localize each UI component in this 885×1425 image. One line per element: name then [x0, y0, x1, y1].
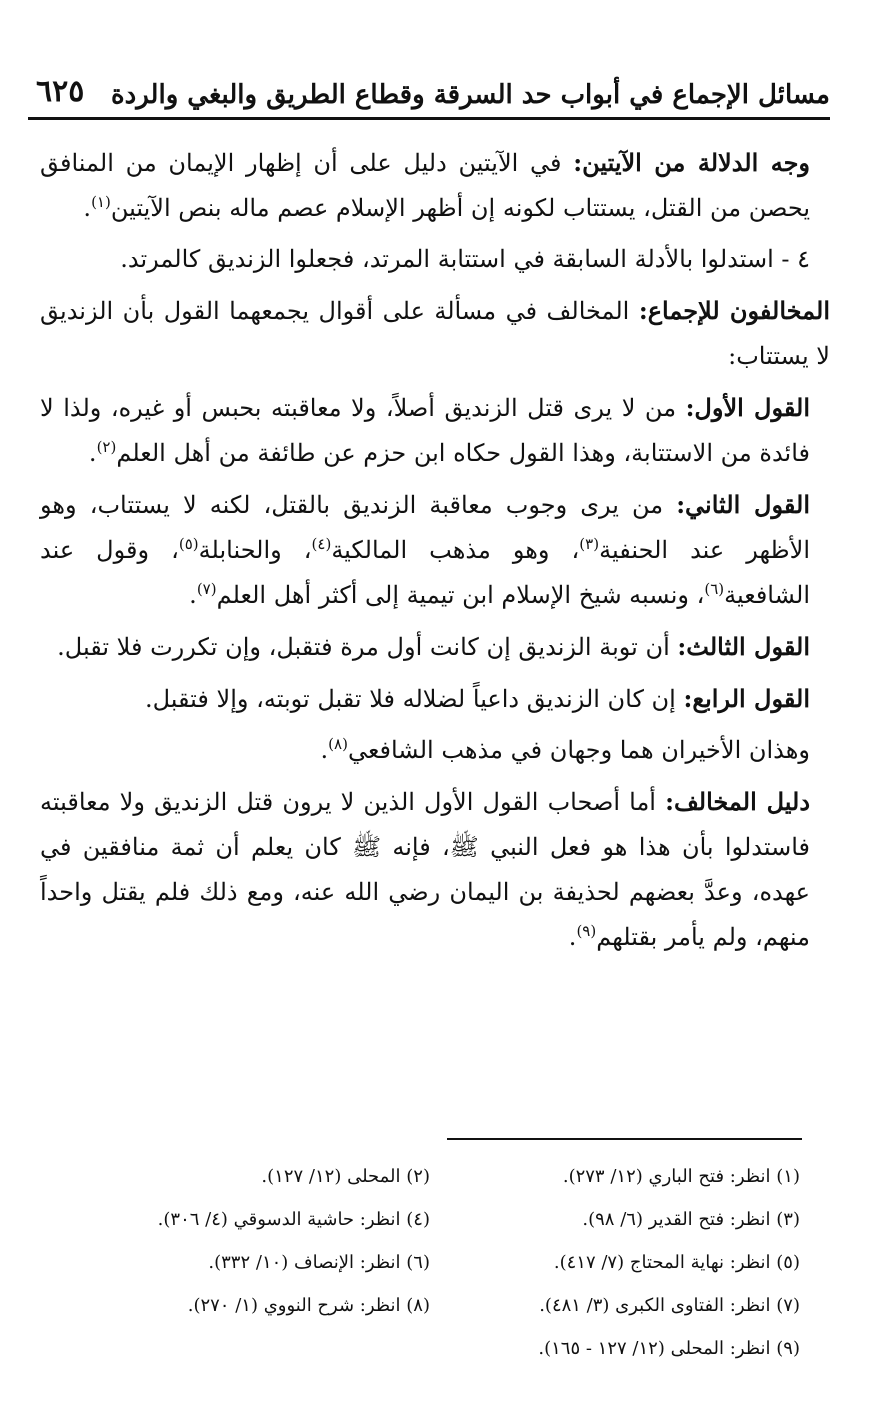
- footnote-ref: (٦): [704, 580, 725, 598]
- paragraph-text: وهذان الأخيران هما وجهان في مذهب الشافعي: [347, 736, 810, 764]
- footnotes-column-right: [410, 1155, 800, 1370]
- paragraph-evidence: [40, 140, 810, 231]
- footnote-3: (٣) انظر: فتح القدير (٦/ ٩٨).: [582, 1209, 800, 1230]
- paragraph-end: .: [568, 923, 577, 951]
- paragraph-fourth-opinion: [40, 676, 810, 722]
- footnote-6: (٦) انظر: الإنصاف (١٠/ ٣٣٢).: [208, 1252, 430, 1273]
- paragraph-end: .: [83, 194, 92, 222]
- paragraph-text: ، ونسبه شيخ الإسلام ابن تيمية إلى أكثر أهل العلم: [216, 581, 705, 609]
- footnote-rule: [447, 1138, 802, 1140]
- paragraph-text: من لا يرى قتل الزنديق أصلاً، ولا معاقبته بحبس أو غيره، ولذا لا فائدة من الاستتابة، وهذا القول حكاه ابن حزم عن طائفة من أهل العلم: [40, 394, 810, 467]
- paragraph-end: .: [320, 736, 329, 764]
- footnote-5: (٥) انظر: نهاية المحتاج (٧/ ٤١٧).: [553, 1252, 800, 1273]
- paragraph-text: ، والحنابلة: [198, 536, 312, 564]
- paragraph-text: ، وهو مذهب المالكية: [331, 536, 580, 564]
- paragraph-text: من يرى وجوب معاقبة الزنديق بالقتل، لكنه لا يستتاب، وهو الأظهر عند الحنفية: [40, 491, 811, 564]
- paragraph-dissenters: [40, 288, 830, 379]
- paragraph-heading: دليل المخالف:: [665, 787, 811, 816]
- paragraph-text: إن كان الزنديق داعياً لضلاله فلا تقبل توبته، وإلا فتقبل.: [144, 685, 684, 713]
- paragraph-heading: القول الثالث:: [677, 632, 810, 661]
- paragraph-text: أما أصحاب القول الأول الذين لا يرون قتل الزنديق ولا معاقبته فاستدلوا بأن هذا هو فعل النبي ﷺ، فإنه ﷺ كان يعلم أن ثمة منافقين في عهده، وعدَّ بعضهم لحذيفة بن اليمان رضي الله عنه، ومع ذلك فلم يقتل واحداً منهم، ولم يأمر بقتلهم: [40, 788, 810, 951]
- paragraph-third-opinion: [40, 624, 810, 670]
- running-header: [28, 70, 830, 120]
- footnote-ref: (١): [91, 193, 111, 211]
- paragraph-fourth-evidence: [40, 237, 810, 282]
- footnotes-column-left: [40, 1155, 430, 1327]
- footnote-9: (٩) انظر: المحلى (١٢/ ١٢٧ - ١٦٥).: [538, 1338, 800, 1359]
- paragraph-text: أن توبة الزنديق إن كانت أول مرة فتقبل، وإن تكررت فلا تقبل.: [57, 633, 678, 661]
- footnote-ref: (٤): [311, 535, 332, 553]
- paragraph-heading: وجه الدلالة من الآيتين:: [573, 148, 811, 177]
- paragraph-second-opinion: [40, 482, 810, 618]
- paragraph-heading: القول الثاني:: [676, 490, 811, 519]
- paragraph-text: ٤ - استدلوا بالأدلة السابقة في استتابة المرتد، فجعلوا الزنديق كالمرتد.: [120, 245, 810, 273]
- header-rule: [28, 117, 830, 120]
- footnote-ref: (٨): [328, 735, 348, 753]
- main-text: [40, 140, 830, 966]
- footnote-ref: (٩): [576, 922, 597, 940]
- paragraph-text: المخالف في مسألة على أقوال يجمعهما القول بأن الزنديق لا يستتاب:: [40, 297, 830, 370]
- paragraph-first-opinion: [40, 385, 810, 476]
- paragraph-text: ، وقول عند الشافعية: [40, 536, 810, 609]
- footnotes: [40, 1155, 800, 1385]
- paragraph-heading: المخالفون للإجماع:: [638, 296, 830, 325]
- paragraph-heading: القول الرابع:: [683, 684, 810, 713]
- page-number: ٦٢٥: [36, 74, 85, 109]
- footnote-ref: (٢): [96, 438, 117, 456]
- footnote-1: (١) انظر: فتح الباري (١٢/ ٢٧٣).: [562, 1166, 800, 1187]
- footnote-4: (٤) انظر: حاشية الدسوقي (٤/ ٣٠٦).: [157, 1209, 430, 1230]
- footnote-ref: (٥): [178, 535, 199, 553]
- paragraph-two-views: [40, 728, 810, 773]
- footnote-7: (٧) انظر: الفتاوى الكبرى (٣/ ٤٨١).: [539, 1295, 800, 1316]
- paragraph-dissent-evidence: [40, 779, 810, 960]
- paragraph-end: .: [189, 581, 197, 609]
- footnote-2: (٢) المحلى (١٢/ ١٢٧).: [261, 1166, 430, 1187]
- paragraph-text: في الآيتين دليل على أن إظهار الإيمان من المنافق يحصن من القتل، يستتاب لكونه إن أظهر الإسلام عصم ماله بنص الآيتين: [40, 149, 810, 222]
- footnote-8: (٨) انظر: شرح النووي (١/ ٢٧٠).: [187, 1295, 430, 1316]
- running-title: مسائل الإجماع في أبواب حد السرقة وقطاع الطريق والبغي والردة: [111, 80, 830, 110]
- paragraph-end: .: [88, 439, 97, 467]
- paragraph-heading: القول الأول:: [685, 393, 810, 422]
- footnote-ref: (٧): [196, 580, 217, 598]
- footnote-ref: (٣): [579, 535, 600, 553]
